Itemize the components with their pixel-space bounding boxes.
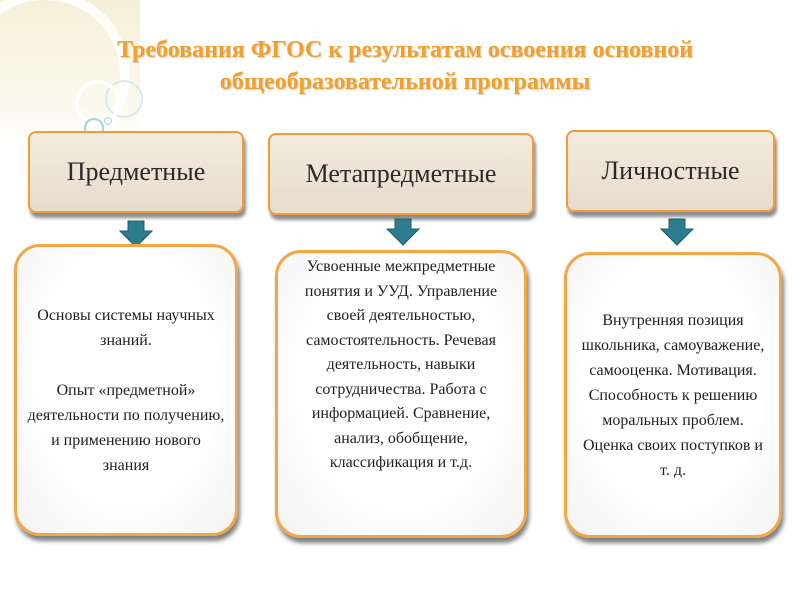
down-arrow-icon bbox=[660, 218, 694, 246]
category-box-subject: Предметные bbox=[28, 131, 244, 213]
description-text: Усвоенные межпредметные понятия и УУД. Управление своей деятельностью, самостоятельность. Речевая деятельность, навыки сотрудничества. Работа с информацией. Сравнение, анализ, обобщение, классификация и т.д. bbox=[304, 258, 498, 471]
title-line-1: Требования ФГОС к результатам освоения основной bbox=[116, 37, 694, 63]
category-box-personal: Личностные bbox=[566, 130, 775, 212]
description-card-personal bbox=[564, 252, 782, 538]
description-card-subject bbox=[14, 244, 238, 536]
decorative-ring bbox=[104, 117, 112, 125]
description-text: Внутренняя позиция школьника, самоуважение, самооценка. Мотивация. Способность к решению моральных проблем. Оценка своих поступков и т. д. bbox=[581, 311, 765, 479]
slide-title bbox=[20, 34, 790, 98]
description-card-metasubject bbox=[275, 250, 527, 538]
description-text: Опыт «предметной» деятельности по получению, и применению нового знания bbox=[27, 381, 225, 474]
description-text: Основы системы научных знаний. bbox=[37, 306, 215, 349]
down-arrow-icon bbox=[386, 218, 420, 246]
category-box-metasubject: Метапредметные bbox=[268, 133, 534, 215]
title-line-2: общеобразовательной программы bbox=[219, 69, 591, 95]
